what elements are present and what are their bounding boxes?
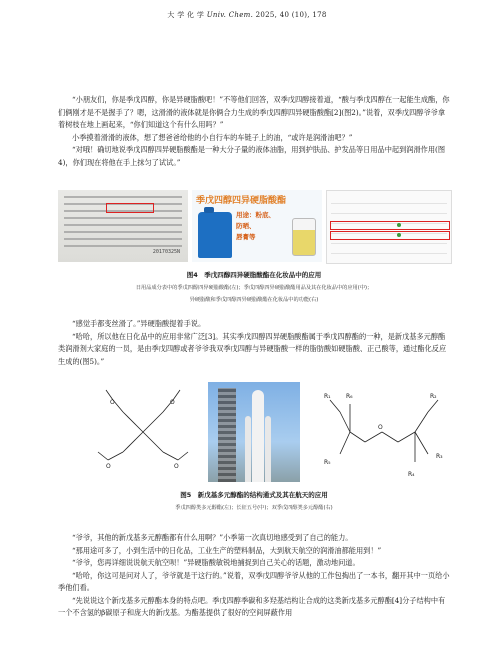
long-march-5-photo (208, 382, 300, 482)
paragraph: “对哦！确切地说季戊四醇四异硬脂酸酯是一种大分子量的液体油脂，用到护肤品、护发品等日用品中起到润滑作用(图4)，你们现在将他在手上抹匀了试试。” (58, 145, 446, 167)
r-group-label: R₄ (408, 471, 415, 478)
r-group-label: R₆ (346, 393, 353, 400)
ingredient-label-photo (58, 190, 188, 262)
body-block-3 (58, 532, 450, 620)
svg-text:O: O (110, 399, 115, 406)
running-header (0, 10, 494, 20)
r-group-label: R₂ (430, 393, 437, 400)
figure-4 (58, 190, 450, 262)
paragraph: 小季摸着滑滑的液体，想了想爸爸给他的小自行车的车链子上的油，“或许是润滑油吧？” (72, 132, 353, 142)
dipentaerythritol-ester-structure (320, 382, 450, 482)
paragraph: “那用途可多了，小到生活中的日化品，工业生产的塑料制品，大到航天航空的润滑油都能用到！” (72, 545, 382, 555)
check-icon (397, 233, 401, 237)
pentaerythritol-ester-structure (88, 382, 198, 482)
figure-5-subcaption: 季戊四醇类多元醇酯(左)；长征五号(中)；双季戊四醇类多元醇酯(右) (175, 505, 333, 511)
r-group-label: R₅ (324, 459, 331, 466)
use-item: 唇膏等 (236, 233, 256, 241)
use-item: 用途：粉底、 (236, 211, 275, 219)
paragraph: “先说说这个新戊基多元醇酯本身的特点吧。季戊四醇季碳和多羟基结构让合成的这类新戊基多元醇酯[4]分子结构中有一个不含氢的β碳原子和庞大的新戊基。为酯基提供了很好的空间屏蔽作用 (58, 595, 446, 617)
figure-4-caption: 图4 季戊四醇四异硬脂酸酯在化妆品中的应用 (186, 271, 322, 279)
use-item: 防晒、 (236, 222, 256, 230)
r-group-label: R₁ (324, 393, 331, 400)
r-group-label: R₃ (436, 453, 443, 460)
body-block-1 (58, 94, 450, 169)
body-block-2 (58, 318, 450, 368)
rocket-icon (252, 390, 264, 482)
highlight-box (106, 203, 154, 213)
paragraph: “爷爷，其他的新戊基多元醇酯都有什么用啊？”小季第一次真切地感受到了自己的能力。 (72, 533, 353, 542)
jug-icon (198, 212, 232, 258)
batch-stamp: 20170325N (152, 249, 180, 255)
bottle-icon (292, 218, 316, 256)
figure-4-subcaption: 日用品成分表中的季戊四醇四异硬脂酸酯(左)；季戊四醇四异硬脂酸酯用品及其在化妆品中的应用(中)； (135, 285, 373, 291)
product-title: 季戊四醇四异硬脂酸酯 (196, 196, 287, 206)
journal-name: Univ. Chem. (206, 11, 254, 19)
figure-5-caption: 图5 新戊基多元醇酯的结构通式及其在航天的应用 (180, 491, 328, 499)
product-panel (192, 190, 322, 262)
paragraph: “爷爷，您再详细说说航天航空呗！”异硬脂酸敏锐地捕捉到自己关心的话题，激动地问道。 (72, 558, 360, 567)
svg-text:O: O (170, 399, 175, 406)
volume-issue: 2025, 40 (10), 178 (255, 11, 327, 19)
svg-text:O: O (174, 463, 179, 470)
paragraph: “哈哈，你这可是问对人了，爷爷就是干这行的。”说着，双季戊四醇爷爷从他的工作包掏出了一本书，翻开其中一页给小季他们看。 (58, 570, 450, 592)
highlight-box (330, 221, 450, 230)
uses-list (236, 210, 275, 243)
paragraph: “哈哈，所以他在日化品中的应用非常广泛[3]。其实季戊四醇四异硬脂酸酯属于季戊四醇酯的一种，是新戊基多元醇酯类润滑剂大家庭的一员，是由季戊四醇或者爷爷我双季戊四醇与异硬脂酸一样的脂肪酸如硬脂酸、正己酸等，通过酯化反应生成的(图5)。” (58, 331, 447, 366)
paragraph: “小朋友们，你是季戊四醇，你是异硬脂酸吧！”不等他们回答，双季戊四醇接着道，“酸与季戊四醇在一起能生成酯，你们俩刚才是不是握手了？嗯，这滑滑的液体就是你俩合力生成的季戊四醇四异硬脂酸酯[2](图2)。”说着，双季戊四醇爷爷拿着树枝在地上画起来，“你们知道这个有什么用吗？” (58, 95, 450, 129)
figure-4-subcaption: 异硬脂酸和季戊四醇四异硬脂酸酯在化妆品中的功能(右) (189, 297, 319, 303)
figure-5 (58, 382, 450, 482)
highlight-box (330, 231, 450, 240)
check-icon (397, 223, 401, 227)
journal-cn: 大 学 化 学 (167, 11, 205, 19)
paragraph: “感觉手都变丝滑了。”异硬脂酸提着手说。 (72, 319, 206, 328)
svg-text:O: O (106, 463, 111, 470)
svg-text:O: O (378, 424, 383, 431)
function-table-image (326, 190, 452, 264)
